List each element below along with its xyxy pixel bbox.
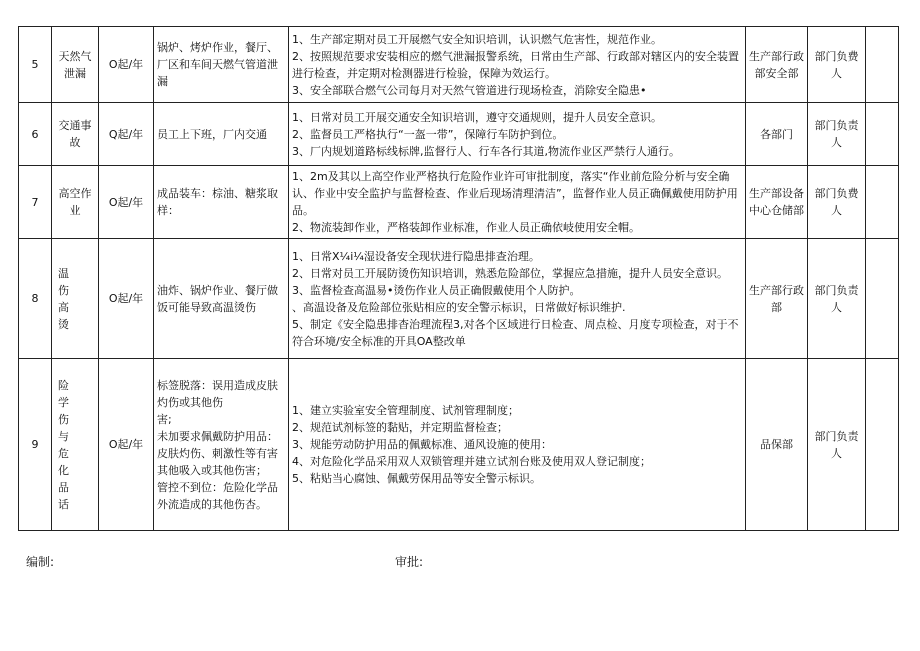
measure-item: 2、规范试剂标签的黏贴，并定期监督检查；	[292, 421, 508, 434]
scenario-line: 管控不到位：危险化学品外流造成的其他伤杏。	[157, 480, 278, 511]
row-number: 7	[19, 166, 52, 239]
editor-label: 编制:	[26, 555, 55, 569]
hazard-name: 高空作业	[52, 166, 99, 239]
row-number: 5	[19, 27, 52, 103]
responsible-person: 部门负费人	[808, 27, 866, 103]
responsible-department: 品保部	[746, 359, 808, 531]
hazard-name-text: 险学伤与危化品话	[58, 378, 69, 511]
responsible-person: 部门负责人	[808, 103, 866, 166]
responsible-person: 部门负责人	[808, 239, 866, 359]
measure-item: 1、日常对员工开展交通安全知识培训，遵守交通规则，提升人员安全意识。	[292, 110, 662, 124]
measure-item: 3、监督检查高温易•烫伤作业人员正确假戴使用个人防护。	[292, 283, 581, 297]
table-row	[19, 103, 899, 166]
risk-control-table	[18, 26, 899, 531]
hazard-name: 交通事故	[52, 103, 99, 166]
table-row	[19, 359, 899, 531]
measure-item: 5、制定《安全隐患排杳治理流程3,对各个区域进行日检查、周点检、月度专项检查，对于不符合环境/安全标准的开具OA整改单	[292, 317, 739, 348]
reviewer-label: 审批:	[395, 555, 424, 569]
measure-item: 3、安全部联合燃气公司每月对天然气管道进行现场检查，消除安全隐患•	[292, 83, 647, 97]
scenario: 员工上下班，厂内交通	[154, 103, 289, 166]
responsible-department: 生产部行政部安全部	[746, 27, 808, 103]
hazard-name: 天然气泄漏	[52, 27, 99, 103]
control-measures	[289, 27, 746, 103]
measure-item: 1、建立实验室安全管理制度、试剂管理制度；	[292, 404, 519, 417]
measure-item: 3、规能劳动防护用品的佩戴标准、通风设施的使用：	[292, 438, 552, 451]
measure-item: 5、粘贴当心腐蚀、佩戴劳保用品等安全警示标识。	[292, 472, 541, 485]
responsible-person: 部门负费人	[808, 166, 866, 239]
measure-item: 2、按照规范要求安装相应的燃气泄漏报警系统，日常由生产部、行政部对辖区内的安全装置进行检查，并定期对检测器进行检验，保障为效运行。	[292, 49, 739, 80]
frequency: O起/年	[99, 27, 154, 103]
responsible-department: 生产部行政部	[746, 239, 808, 359]
measure-item: 1、日常X¼i¼湿设备安全现状进行隐患排查治理。	[292, 249, 540, 263]
scenario	[154, 359, 289, 531]
scenario: 锅炉、烤炉作业，餐厅、厂区和车间天燃气管道泄漏	[154, 27, 289, 103]
frequency: O起/年	[99, 359, 154, 531]
measure-item: 1、生产部定期对员工开展燃气安全知识培训，认识燃气危害性，规范作业。	[292, 32, 662, 46]
row-number: 9	[19, 359, 52, 531]
hazard-name	[52, 239, 99, 359]
measure-item: 、高温设备及危险部位张贴相应的安全警示标识，日常做好标识维护.	[292, 300, 626, 314]
measure-item: 4、对危险化学品采用双人双锁管理并建立试剂台账及使用双人登记制度；	[292, 455, 651, 468]
table-row	[19, 27, 899, 103]
empty-cell	[866, 166, 899, 239]
frequency: O起/年	[99, 166, 154, 239]
table-row	[19, 239, 899, 359]
empty-cell	[866, 27, 899, 103]
measure-item: 2、日常对员工开展防烫伤知识培训，熟悉危险部位，掌握应急措施，提升人员安全意识。	[292, 266, 728, 280]
measure-item: 1、2m及其以上高空作业严格执行危险作业许可审批制度，落实“作业前危险分析与安全确认、作业中安全监护与监督检查、作业后现场清理清洁”，监督作业人员正确佩戴使用防护用品。	[292, 170, 738, 217]
control-measures	[289, 103, 746, 166]
empty-cell	[866, 103, 899, 166]
row-number: 8	[19, 239, 52, 359]
row-number: 6	[19, 103, 52, 166]
responsible-department: 各部门	[746, 103, 808, 166]
scenario-line: 标签脱落：误用造成皮肤灼伤或其他伤	[157, 378, 278, 409]
measure-item: 3、厂内规划道路标线标牌,监督行人、行车各行其道,物流作业区严禁行人通行。	[292, 144, 680, 158]
frequency: O起/年	[99, 239, 154, 359]
empty-cell	[866, 359, 899, 531]
scenario-line: 害;	[157, 412, 172, 426]
frequency: Q起/年	[99, 103, 154, 166]
hazard-name-text: 温伤高烫	[58, 266, 69, 331]
table-row	[19, 166, 899, 239]
control-measures	[289, 359, 746, 531]
measure-item: 2、监督员工严格执行“一盔一带”，保障行车防护到位。	[292, 127, 564, 141]
scenario: 油炸、锅炉作业、餐厅做饭可能导致高温烫伤	[154, 239, 289, 359]
control-measures	[289, 166, 746, 239]
responsible-department: 生产部设备中心仓储部	[746, 166, 808, 239]
scenario: 成品装车：棕油、糖浆取样：	[154, 166, 289, 239]
responsible-person: 部门负责人	[808, 359, 866, 531]
measure-item: 2、物流装卸作业，严格装卸作业标准，作业人员正确依岐使用安全帽。	[292, 221, 640, 234]
control-measures	[289, 239, 746, 359]
scenario-line: 未加要求佩戴防护用品：皮肤灼伤、刺激性等有害其他吸入或其他伤害；	[157, 429, 278, 477]
hazard-name	[52, 359, 99, 531]
empty-cell	[866, 239, 899, 359]
